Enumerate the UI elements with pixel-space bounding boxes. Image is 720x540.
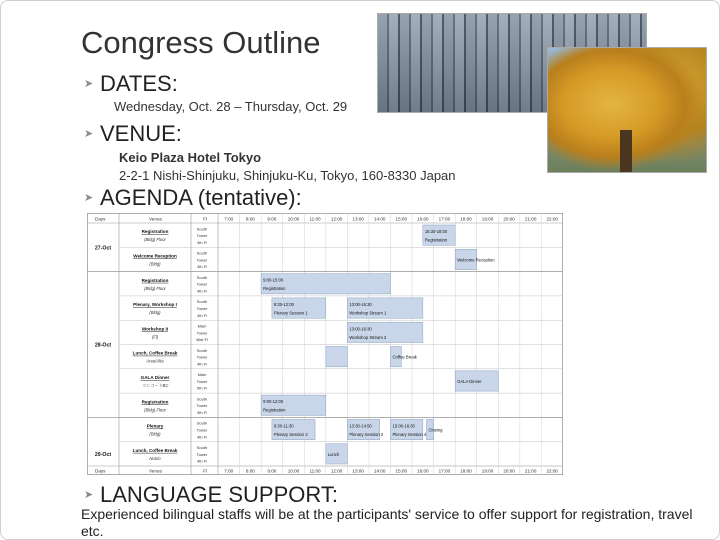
venue-building: South	[196, 396, 208, 402]
activity-venue-note: (Bldg) Floor	[144, 237, 166, 243]
bullet-arrow-icon: ➤	[84, 489, 94, 501]
header-time-label: 7:00	[224, 216, 234, 222]
venue-tower: Tower	[196, 403, 208, 409]
activity-venue-note: (Bldg)	[149, 261, 161, 267]
event-label: Registration	[424, 237, 448, 243]
event-label: Lunch	[327, 451, 340, 457]
header-time-label: 15:00	[395, 216, 408, 222]
language-text: Experienced bilingual staffs will be at the participants' service to offer support for registration, travel etc.	[81, 506, 693, 539]
header-time-label: 19:00	[481, 216, 494, 222]
event-time: 9:00-12:00	[263, 399, 284, 405]
venue-tower: Tower	[196, 378, 208, 384]
activity-label: Registration	[141, 399, 169, 405]
header-days-label: Days	[95, 216, 106, 222]
header-time-label: 11:00	[309, 216, 321, 222]
header-time-label: 8:00	[245, 216, 255, 222]
agenda-bullet	[84, 185, 302, 211]
venue-building: South	[196, 274, 208, 280]
event-time: 9:30-12:00	[273, 302, 294, 308]
activity-venue-note: (Bldg) Floor	[144, 407, 166, 413]
activity-venue-note: (Bldg)	[149, 310, 161, 316]
event-time: 9:00-15:00	[263, 277, 284, 283]
activity-label: Lunch, Coffee Break	[132, 447, 178, 453]
activity-venue-note: (Fl)	[151, 334, 159, 340]
venue-building: South	[196, 444, 208, 450]
agenda-schedule-table	[87, 213, 563, 475]
venue-floor: 4th Fl	[196, 409, 208, 415]
venue-floor: 4th Fl	[196, 361, 208, 367]
header-time-label: 10:00	[287, 216, 300, 222]
event-label: Plenary Session 4	[392, 432, 427, 438]
bullet-arrow-icon: ➤	[84, 78, 94, 90]
activity-venue-note: コンコードBC	[141, 383, 169, 389]
day-label: 29-Oct	[94, 451, 112, 458]
event-label: Registration	[263, 286, 286, 292]
venue-tower: Tower	[196, 451, 208, 457]
event-label: Welcome Reception	[457, 257, 495, 263]
header-time-label: 17:00	[438, 216, 451, 222]
venue-heading: VENUE:	[100, 121, 182, 146]
venue-building: South	[196, 226, 208, 232]
footer-time-label: 12:00	[330, 468, 343, 474]
event-time: 15:00-16:30	[392, 423, 415, 429]
venue-tower: Tower	[196, 281, 208, 287]
venue-floor: 4th Fl	[196, 239, 208, 245]
venue-floor: 4th Fl	[196, 312, 208, 318]
header-time-label: 20:00	[503, 216, 515, 222]
venue-floor: 4th Fl	[196, 434, 208, 440]
header-time-label: 18:00	[460, 216, 472, 222]
venue-building: South	[196, 299, 208, 305]
footer-time-label: 9:00	[267, 468, 277, 474]
venue-address: 2-2-1 Nishi-Shinjuku, Shinjuku-Ku, Tokyo, 160-8330 Japan	[119, 168, 456, 183]
header-time-label: 14:00	[373, 216, 386, 222]
footer-time-label: 20:00	[503, 468, 515, 474]
footer-fl-label: Fl	[203, 468, 207, 474]
activity-label: Plenary, Workshop I	[133, 302, 177, 308]
activity-label: Plenary	[146, 423, 164, 429]
footer-venue-label: Venue	[149, 468, 163, 474]
venue-tower: Tower	[196, 330, 208, 336]
venue-tower: Tower	[196, 233, 208, 239]
activity-label: Welcome Reception	[133, 253, 177, 259]
event-bar	[326, 347, 348, 367]
event-label: GALA Dinner	[457, 378, 482, 384]
header-time-label: 13:00	[352, 216, 364, 222]
header-fl-label: Fl	[203, 216, 207, 222]
venue-building: South	[196, 420, 208, 426]
event-label: Closing	[428, 427, 443, 433]
activity-label: Workshop II	[141, 326, 169, 332]
footer-time-label: 15:00	[395, 468, 408, 474]
venue-floor: 4th Fl	[196, 288, 208, 294]
slide-title: Congress Outline	[81, 25, 321, 60]
activity-label: Lunch, Coffee Break	[132, 350, 178, 356]
event-time: 9:30-11:30	[273, 423, 294, 429]
activity-label: Registration	[141, 277, 169, 283]
venue-tower: Tower	[196, 354, 208, 360]
event-label: Plenary Session 1	[273, 310, 308, 316]
event-time: 13:30-14:50	[349, 423, 372, 429]
event-label: Workshop Stream 1	[349, 310, 387, 316]
event-label: Workshop Stream 2	[349, 334, 387, 340]
footer-time-label: 11:00	[309, 468, 321, 474]
venue-tower: Tower	[196, 305, 208, 311]
activity-venue-note: Nutrio	[149, 455, 161, 461]
language-heading: LANGUAGE SUPPORT:	[100, 482, 338, 507]
venue-building: South	[196, 250, 208, 256]
footer-time-label: 8:00	[245, 468, 255, 474]
dates-text: Wednesday, Oct. 28 – Thursday, Oct. 29	[114, 99, 348, 114]
footer-time-label: 7:00	[224, 468, 234, 474]
activity-venue-note: (Bldg) Floor	[144, 285, 166, 291]
footer-time-label: 18:00	[460, 468, 472, 474]
footer-time-label: 19:00	[481, 468, 494, 474]
day-label: 27-Oct	[94, 245, 112, 252]
dates-bullet	[84, 71, 178, 97]
agenda-heading: AGENDA (tentative):	[100, 185, 302, 210]
event-time: 13:00-16:30	[349, 302, 372, 308]
footer-time-label: 14:00	[373, 468, 386, 474]
event-label: Plenary Session 3	[349, 432, 384, 438]
ginkgo-tree-photo	[547, 47, 707, 173]
bullet-arrow-icon: ➤	[84, 192, 94, 204]
venue-building: Main	[197, 323, 207, 329]
footer-time-label: 10:00	[287, 468, 300, 474]
bullet-arrow-icon: ➤	[84, 128, 94, 140]
dates-heading: DATES:	[100, 71, 178, 96]
venue-floor: 4th Fl	[196, 458, 208, 464]
venue-building: Main	[197, 372, 207, 378]
activity-venue-note: (Bldg)	[149, 431, 161, 437]
header-time-label: 12:00	[330, 216, 343, 222]
footer-time-label: 16:00	[417, 468, 429, 474]
venue-name: Keio Plaza Hotel Tokyo	[119, 150, 262, 165]
venue-bullet	[84, 121, 182, 147]
activity-label: GALA Dinner	[140, 375, 170, 381]
header-venue-label: Venue	[149, 216, 163, 222]
header-time-label: 9:00	[267, 216, 277, 222]
event-label: Coffee Break	[392, 354, 417, 360]
footer-days-label: Days	[95, 468, 106, 474]
event-label: Plenary Session 2	[273, 432, 308, 438]
event-time: 13:00-16:30	[349, 326, 372, 332]
header-time-label: 16:00	[417, 216, 429, 222]
day-label: 28-Oct	[94, 342, 112, 349]
activity-label: Registration	[141, 229, 169, 235]
venue-tower: Tower	[196, 257, 208, 263]
activity-venue-note: Area/Alta	[146, 358, 164, 364]
footer-time-label: 22:00	[546, 468, 558, 474]
event-time: 16:30-18:00	[424, 229, 448, 235]
venue-building: South	[196, 347, 208, 353]
language-bullet	[84, 482, 338, 508]
footer-time-label: 21:00	[524, 468, 537, 474]
footer-time-label: 13:00	[352, 468, 364, 474]
footer-time-label: 17:00	[438, 468, 451, 474]
venue-tower: Tower	[196, 427, 208, 433]
header-time-label: 22:00	[546, 216, 558, 222]
venue-floor: 46st Fl	[195, 337, 209, 343]
header-time-label: 21:00	[524, 216, 537, 222]
event-label: Registration	[263, 407, 286, 413]
venue-floor: 4th Fl	[196, 264, 208, 270]
venue-floor: 5th Fl	[196, 385, 208, 391]
